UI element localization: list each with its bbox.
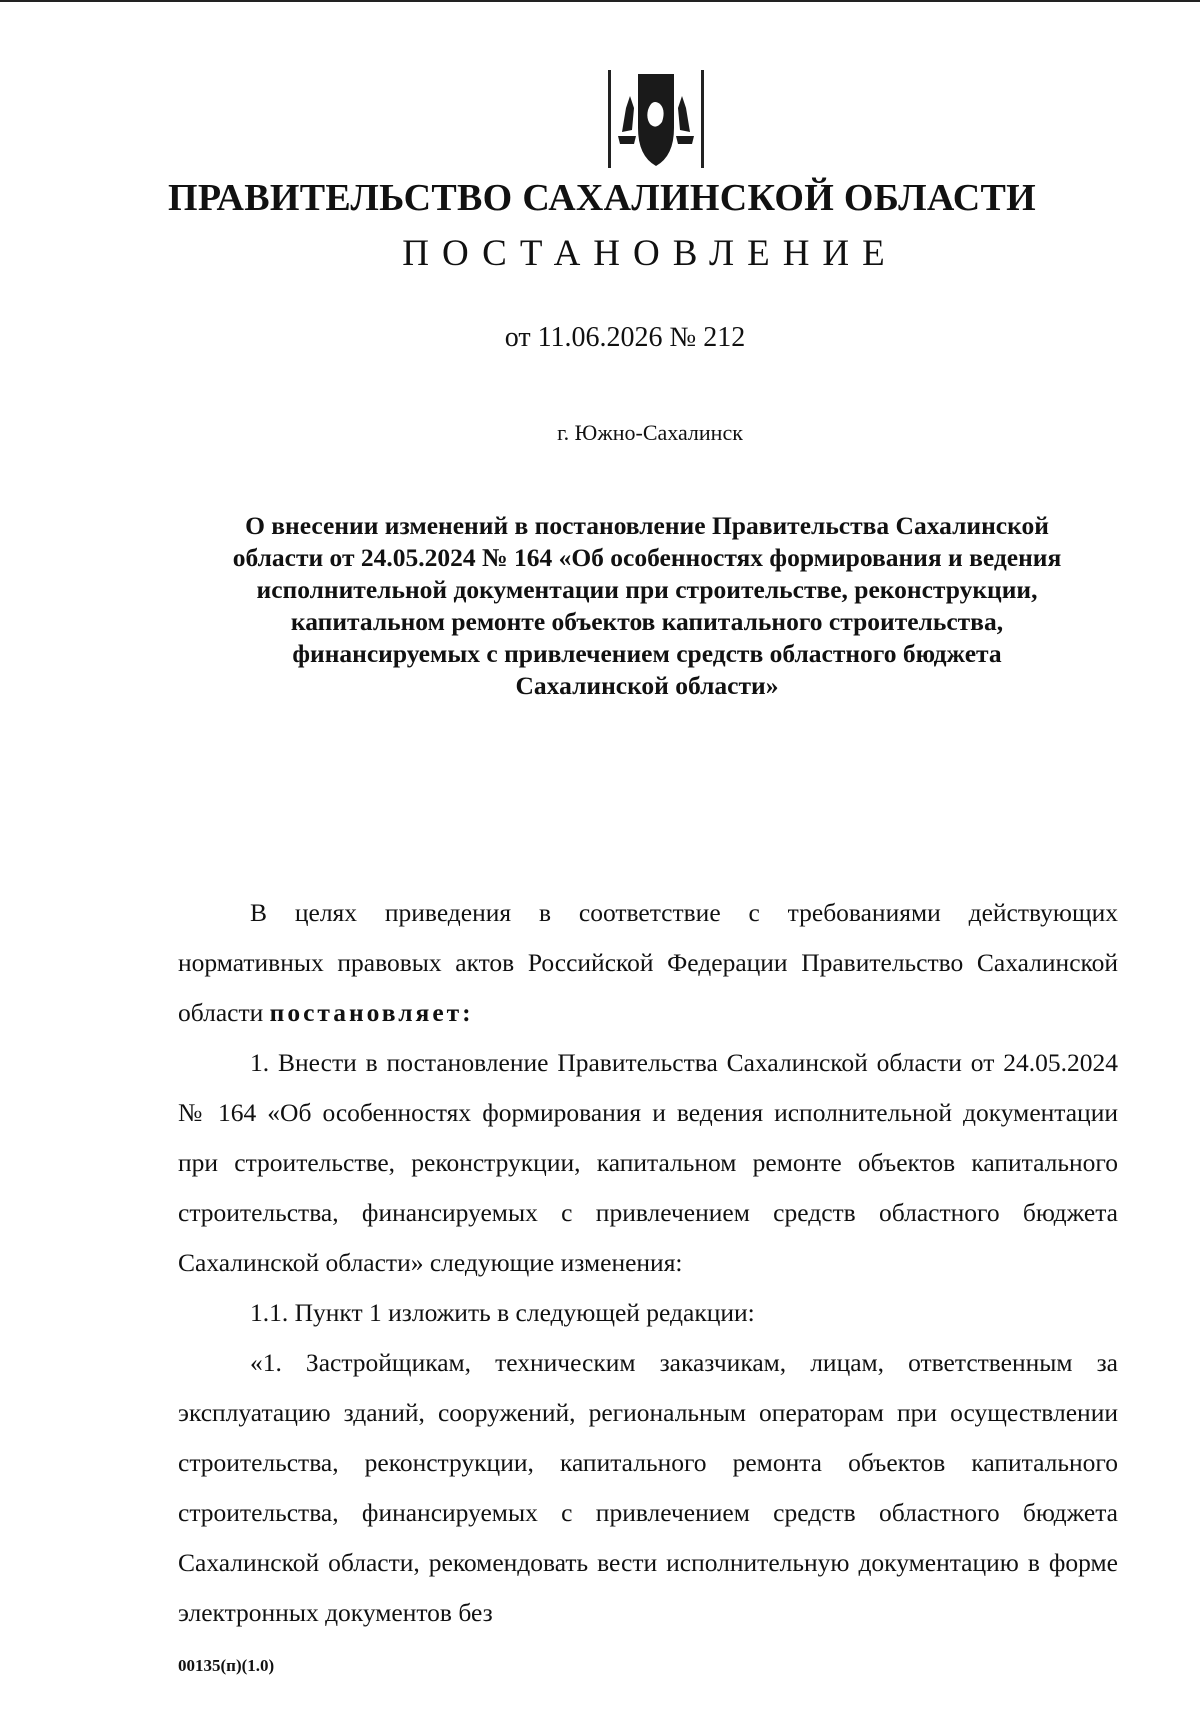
document-type: ПОСТАНОВЛЕНИЕ	[402, 233, 898, 274]
resolves-word: постановляет:	[269, 998, 474, 1027]
document-date-number: от 11.06.2026 № 212	[504, 322, 746, 353]
footer-code: 00135(п)(1.0)	[178, 1656, 275, 1675]
preamble-text: В целях приведения в соответствие с требованиями действующих нормативных правовых актов Российской Федерации Правительство Сахалинской области	[178, 898, 1118, 1027]
paragraph-item-1: 1. Внести в постановление Правительства Сахалинской области от 24.05.2024 № 164 «Об особенностях формирования и ведения исполнительной документации при строительстве, реконструкции, капитальном ремонте объектов капитального строительства, финансируемых с привлечением средств областного бюджета Сахалинской области» следующие изменения:	[178, 1048, 1118, 1277]
paragraph-preamble	[178, 888, 1118, 1038]
document-body	[178, 888, 1118, 1638]
coat-of-arms-icon	[608, 70, 704, 170]
document-city: г. Южно-Сахалинск	[557, 420, 743, 445]
paragraph-item-1-1: 1.1. Пункт 1 изложить в следующей редакции:	[250, 1298, 755, 1327]
top-border	[0, 0, 1200, 2]
paragraph-new-item-1: «1. Застройщикам, техническим заказчикам, лицам, ответственным за эксплуатацию зданий, сооружений, региональным операторам при осуществлении строительства, реконструкции, капитального ремонта объектов капитального строительства, финансируемых с привлечением средств областного бюджета Сахалинской области, рекомендовать вести исполнительную документацию в форме электронных документов без	[178, 1348, 1118, 1627]
government-title: ПРАВИТЕЛЬСТВО САХАЛИНСКОЙ ОБЛАСТИ	[168, 177, 1036, 219]
document-heading: О внесении изменений в постановление Правительства Сахалинской области от 24.05.2024 № 164 «Об особенностях формирования и ведения исполнительной документации при строительстве, реконструкции, капитальном ремонте объектов капитального строительства, финансируемых с привлечением средств областного бюджета Сахалинской области»	[232, 511, 1062, 700]
